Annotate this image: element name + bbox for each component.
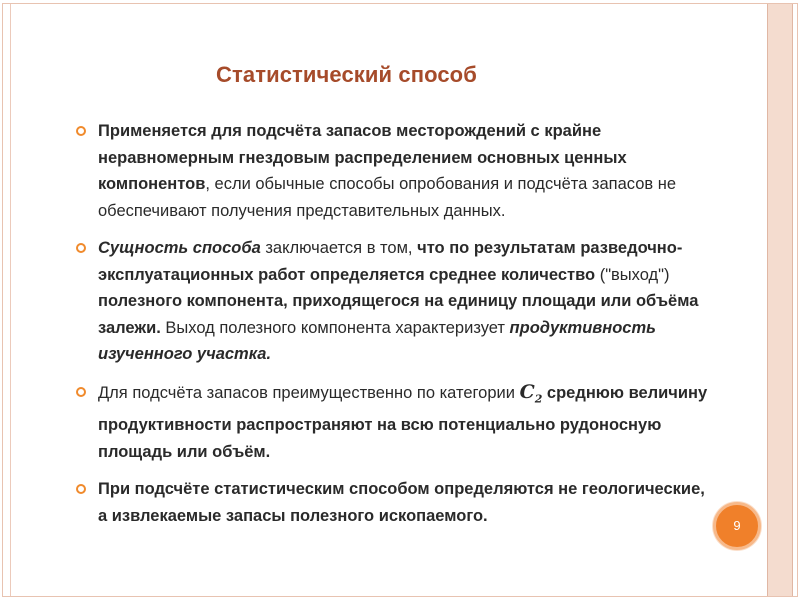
- bullet-list: [76, 118, 716, 540]
- bullet-text-segment: Применяется для подсчёта запасов месторождений с крайне неравномерным гнездовым распределением основных ценных компонентов: [98, 122, 627, 193]
- bullet-text-segment: продуктивность изученного участка.: [98, 318, 656, 363]
- page-number-badge: 9: [713, 502, 761, 550]
- bullet-circle-icon: [76, 484, 86, 494]
- category-subscript: 2: [534, 391, 543, 405]
- bullet-text-segment: Для подсчёта запасов преимущественно по категории: [98, 383, 520, 402]
- bullet-text-segment: Сущность способа: [98, 239, 261, 257]
- bullet-item: [76, 235, 716, 368]
- bullet-text-segment: Выход полезного компонента характеризует: [160, 318, 510, 337]
- bullet-circle-icon: [76, 243, 86, 253]
- bullet-text-segment: , если обычные способы опробования и подсчёта запасов не обеспечивают получения представительных данных.: [98, 175, 677, 220]
- right-decorative-band: [767, 4, 793, 596]
- bullet-text-segment: полезного компонента, приходящегося на единицу площади или объёма залежи.: [98, 292, 699, 337]
- bullet-text-segment: При подсчёте статистическим способом определяются не геологические, а извлекаемые запасы полезного ископаемого.: [98, 480, 705, 525]
- slide-title: Статистический способ: [216, 62, 477, 87]
- bullet-item: [76, 476, 716, 529]
- bullet-item: [76, 379, 716, 466]
- bullet-text-segment: ("выход"): [595, 265, 670, 284]
- bullet-text-segment: что по результатам разведочно-эксплуатационных работ определяется среднее количество: [98, 239, 683, 284]
- bullet-text-segment: заключается в том,: [260, 239, 418, 257]
- bullet-circle-icon: [76, 126, 86, 136]
- bullet-circle-icon: [76, 387, 86, 397]
- left-border-line: [10, 4, 11, 596]
- bullet-text-segment: среднюю величину продуктивности распространяют на всю потенциально рудоносную площадь или объём.: [98, 383, 708, 461]
- bullet-item: [76, 118, 716, 224]
- bullet-text-segment: C: [519, 380, 535, 403]
